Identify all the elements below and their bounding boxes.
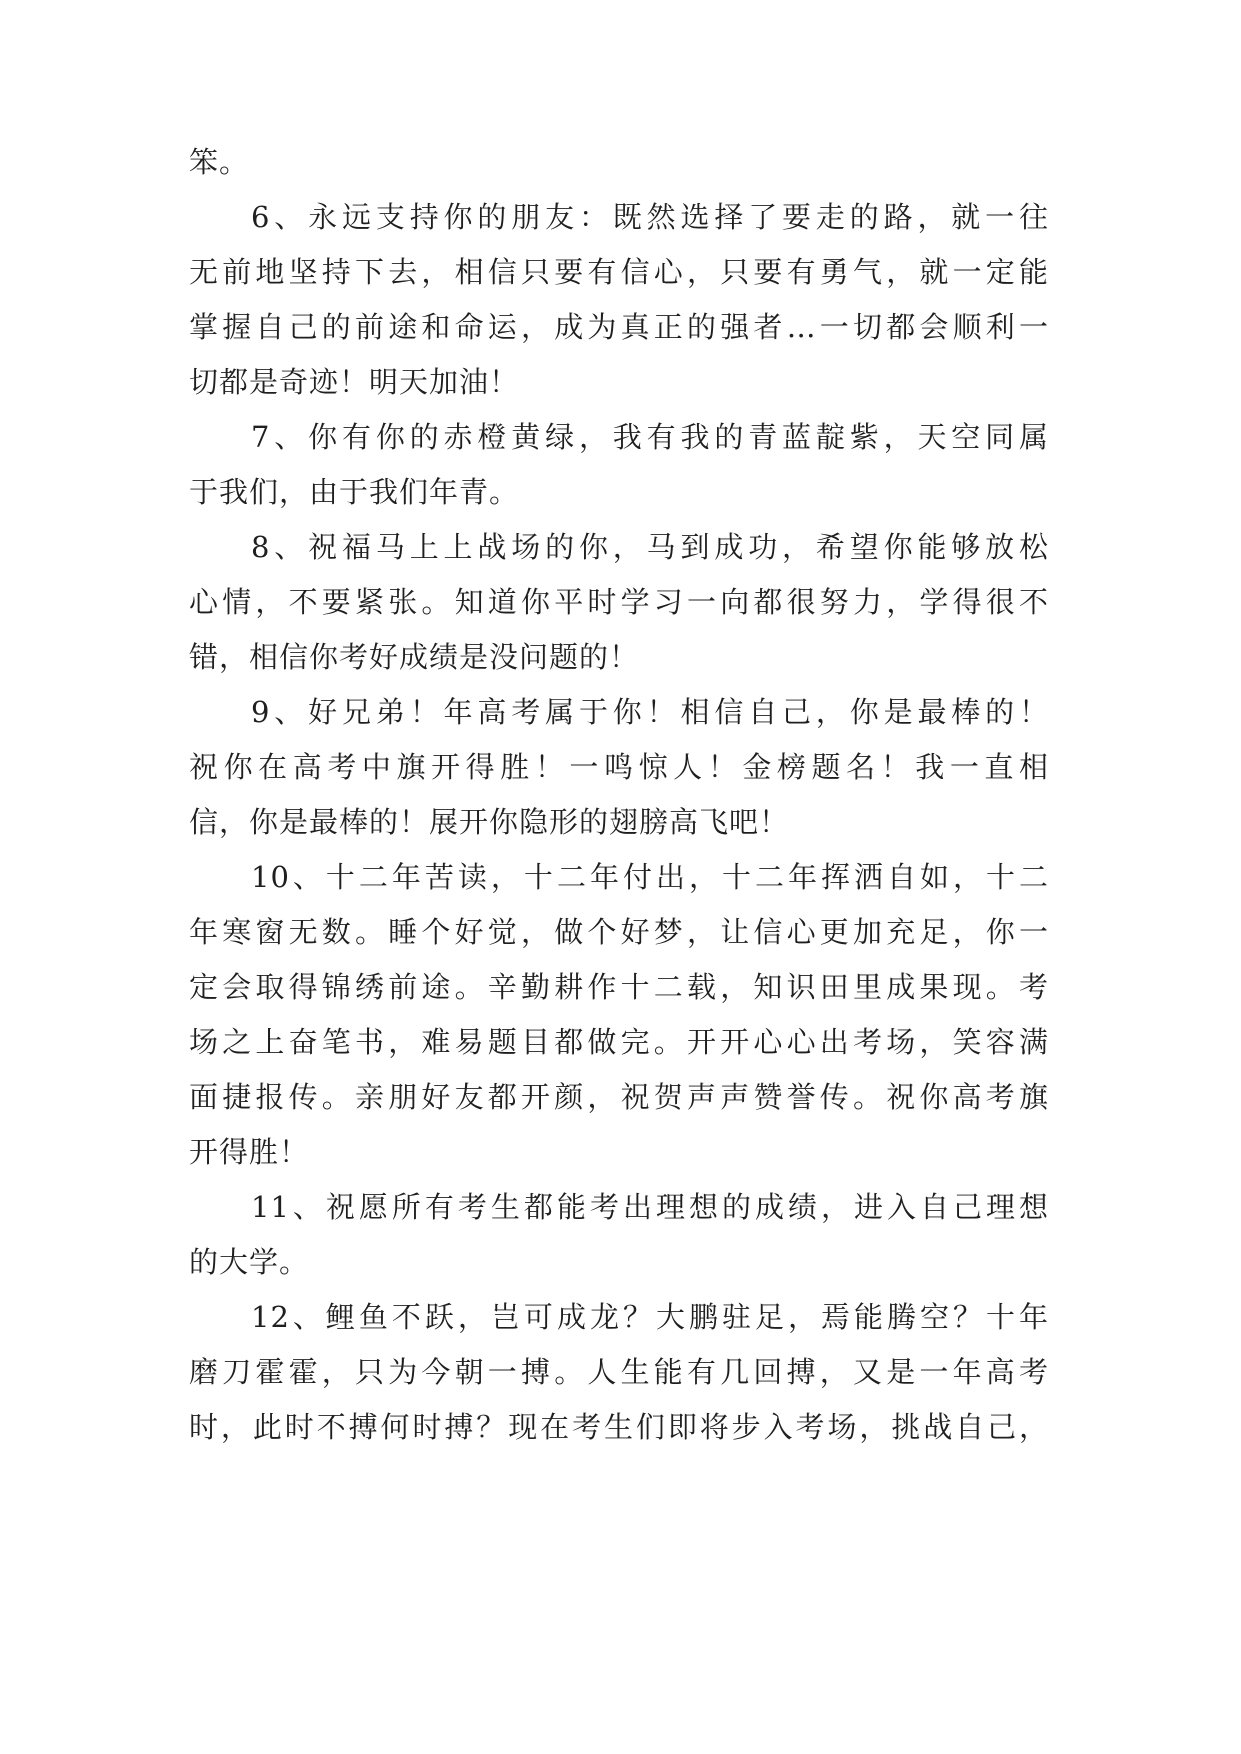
text-line: 面捷报传。亲朋好友都开颜，祝贺声声赞誉传。祝你高考旗 — [189, 1080, 1049, 1114]
text-line: 年寒窗无数。睡个好觉，做个好梦，让信心更加充足，你一 — [189, 915, 1049, 949]
text-line: 信，你是最棒的！展开你隐形的翅膀高飞吧！ — [189, 805, 790, 839]
text-line: 错，相信你考好成绩是没问题的！ — [189, 640, 640, 674]
text-line: 磨刀霍霍，只为今朝一搏。人生能有几回搏，又是一年高考 — [189, 1355, 1049, 1389]
text-line: 心情，不要紧张。知道你平时学习一向都很努力，学得很不 — [189, 585, 1049, 619]
text-line: 12、鲤鱼不跃，岂可成龙？大鹏驻足，焉能腾空？十年 — [251, 1300, 1049, 1334]
text-line: 的大学。 — [189, 1245, 310, 1279]
text-line: 9、好兄弟！年高考属于你！相信自己，你是最棒的！ — [251, 695, 1049, 729]
text-line: 7、你有你的赤橙黄绿，我有我的青蓝靛紫，天空同属 — [251, 420, 1049, 454]
text-line: 11、祝愿所有考生都能考出理想的成绩，进入自己理想 — [251, 1190, 1049, 1224]
text-line: 定会取得锦绣前途。辛勤耕作十二载，知识田里成果现。考 — [189, 970, 1049, 1004]
text-line: 6、永远支持你的朋友：既然选择了要走的路，就一往 — [251, 200, 1049, 234]
text-line: 掌握自己的前途和命运，成为真正的强者…一切都会顺利一 — [189, 310, 1049, 344]
text-line: 于我们，由于我们年青。 — [189, 475, 520, 509]
text-line: 10、十二年苦读，十二年付出，十二年挥洒自如，十二 — [251, 860, 1049, 894]
text-line: 切都是奇迹！明天加油！ — [189, 365, 520, 399]
text-line: 祝你在高考中旗开得胜！一鸣惊人！金榜题名！我一直相 — [189, 750, 1049, 784]
text-line: 场之上奋笔书，难易题目都做完。开开心心出考场，笑容满 — [189, 1025, 1049, 1059]
text-line: 开得胜！ — [189, 1135, 310, 1169]
text-line: 无前地坚持下去，相信只要有信心，只要有勇气，就一定能 — [189, 255, 1049, 289]
text-line: 8、祝福马上上战场的你，马到成功，希望你能够放松 — [251, 530, 1049, 564]
text-line: 笨。 — [189, 145, 250, 179]
text-line: 时，此时不搏何时搏？现在考生们即将步入考场，挑战自己， — [189, 1410, 1049, 1444]
